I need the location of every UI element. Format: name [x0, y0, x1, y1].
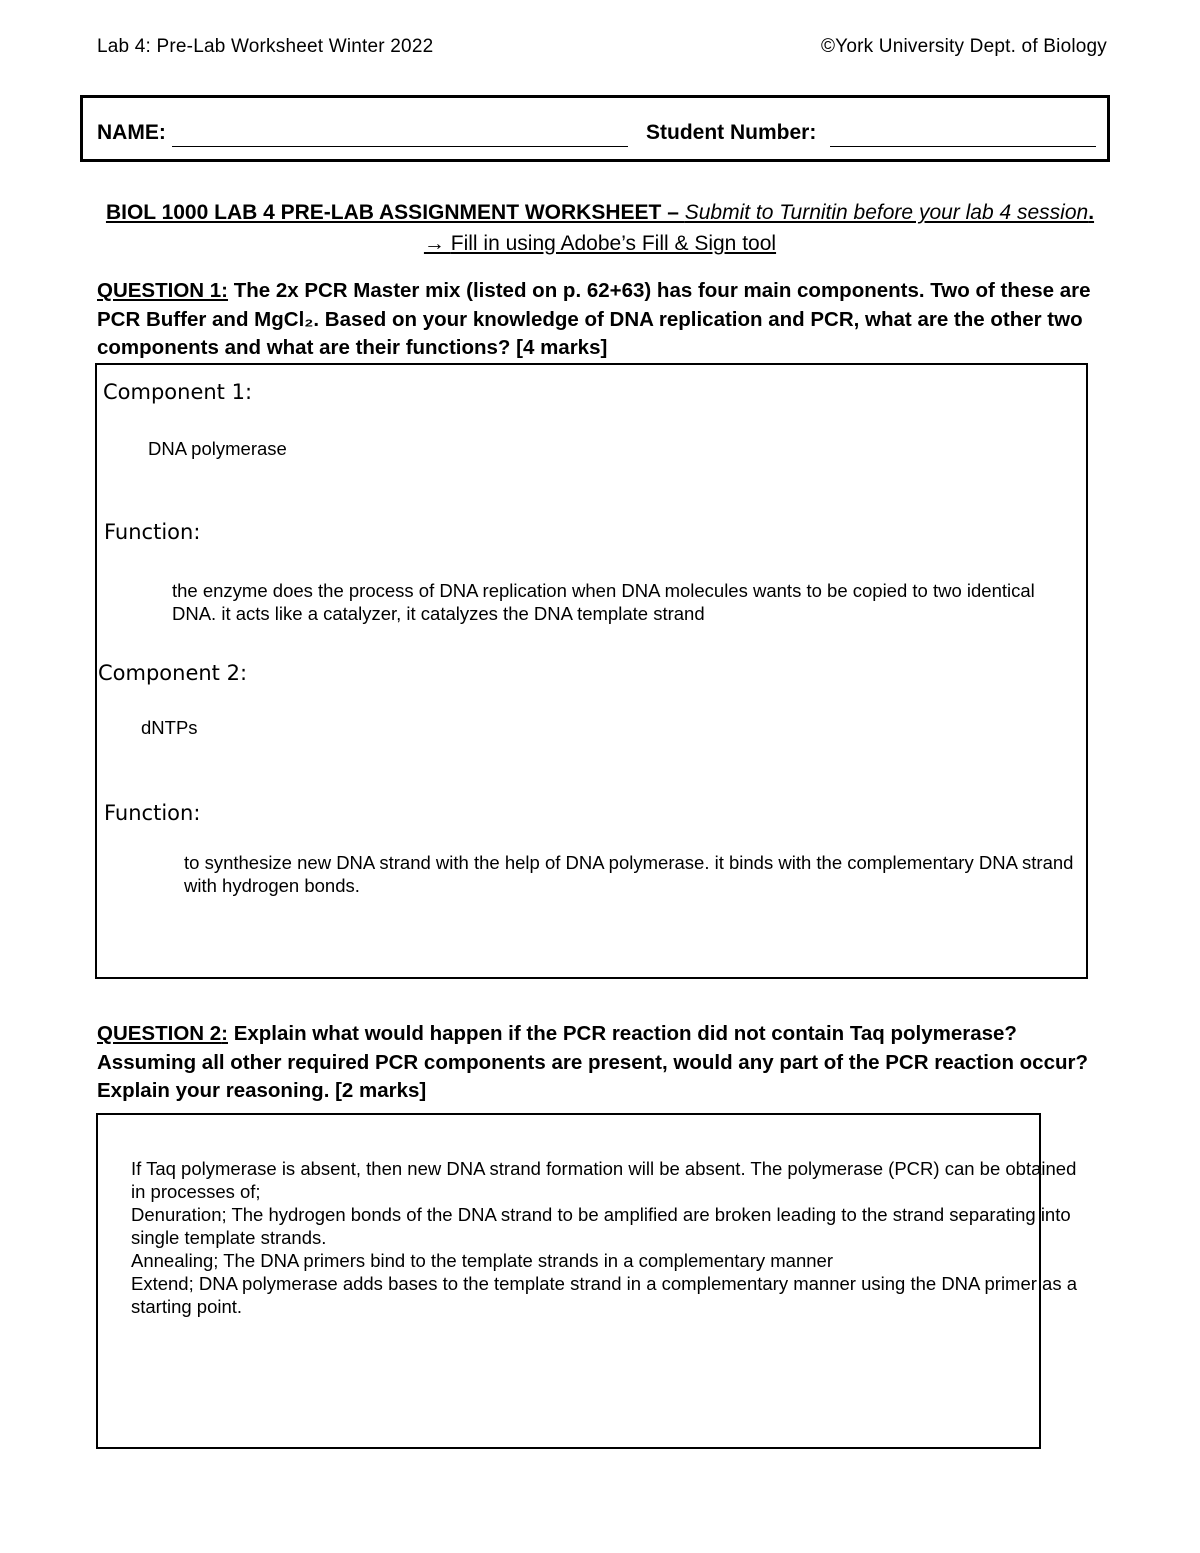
question-2-colon: :: [221, 1022, 228, 1045]
function-1-label: Function:: [104, 520, 201, 544]
title-submit-instruction: Submit to Turnitin before your lab 4 session: [684, 201, 1089, 224]
component-1-answer[interactable]: DNA polymerase: [148, 438, 287, 459]
page-header-left: Lab 4: Pre-Lab Worksheet Winter 2022: [97, 36, 434, 57]
question-2: [97, 1020, 1097, 1106]
question-1: [97, 277, 1097, 363]
right-arrow-icon: →: [423, 232, 451, 255]
title-fill-instruction: Fill in using Adobe’s Fill & Sign tool: [450, 232, 777, 255]
question-2-text: Explain what would happen if the PCR reaction did not contain Taq polymerase? Assuming all other required PCR components are present, would any part of the PCR reaction occur? Explain your reasoning. [2 marks]: [97, 1022, 1089, 1102]
student-number-label: Student Number:: [646, 121, 817, 144]
name-label: NAME:: [97, 121, 166, 144]
function-2-answer[interactable]: to synthesize new DNA strand with the help of DNA polymerase. it binds with the complementary DNA strand with hydrogen bonds.: [184, 852, 1074, 896]
question-1-label: QUESTION 1:: [97, 279, 228, 302]
question-2-answer[interactable]: If Taq polymerase is absent, then new DNA strand formation will be absent. The polymerase (PCR) can be obtained in processes of; Denuration; The hydrogen bonds of the DNA strand to be amplified are broken leading to the strand separating into single template strands. Annealing; The DNA primers bind to the template strands in a complementary manner Extend; DNA polymerase adds bases to the template strand in a complementary manner using the DNA primer as a starting point.: [131, 1158, 1078, 1317]
component-1-label: Component 1:: [103, 380, 253, 404]
function-1-answer[interactable]: the enzyme does the process of DNA replication when DNA molecules wants to be copied to two identical DNA. it acts like a catalyzer, it catalyzes the DNA template strand: [172, 580, 1035, 624]
name-field[interactable]: [172, 146, 628, 147]
student-number-field[interactable]: [830, 146, 1096, 147]
question-2-label: QUESTION 2: [97, 1022, 222, 1045]
question-1-text: The 2x PCR Master mix (listed on p. 62+63) has four main components. Two of these are PCR Buffer and MgCl₂. Based on your knowledge of DNA replication and PCR, what are the other two components and what are their functions? [4 marks]: [97, 279, 1091, 359]
title-main: BIOL 1000 LAB 4 PRE-LAB ASSIGNMENT WORKSHEET –: [105, 201, 685, 224]
component-2-label: Component 2:: [98, 661, 248, 685]
name-box: [80, 95, 1110, 162]
component-2-answer[interactable]: dNTPs: [141, 717, 198, 738]
function-2-label: Function:: [104, 801, 201, 825]
page-header-right: ©York University Dept. of Biology: [820, 36, 1107, 57]
title-period: .: [1088, 201, 1095, 224]
worksheet-title: [95, 197, 1105, 259]
